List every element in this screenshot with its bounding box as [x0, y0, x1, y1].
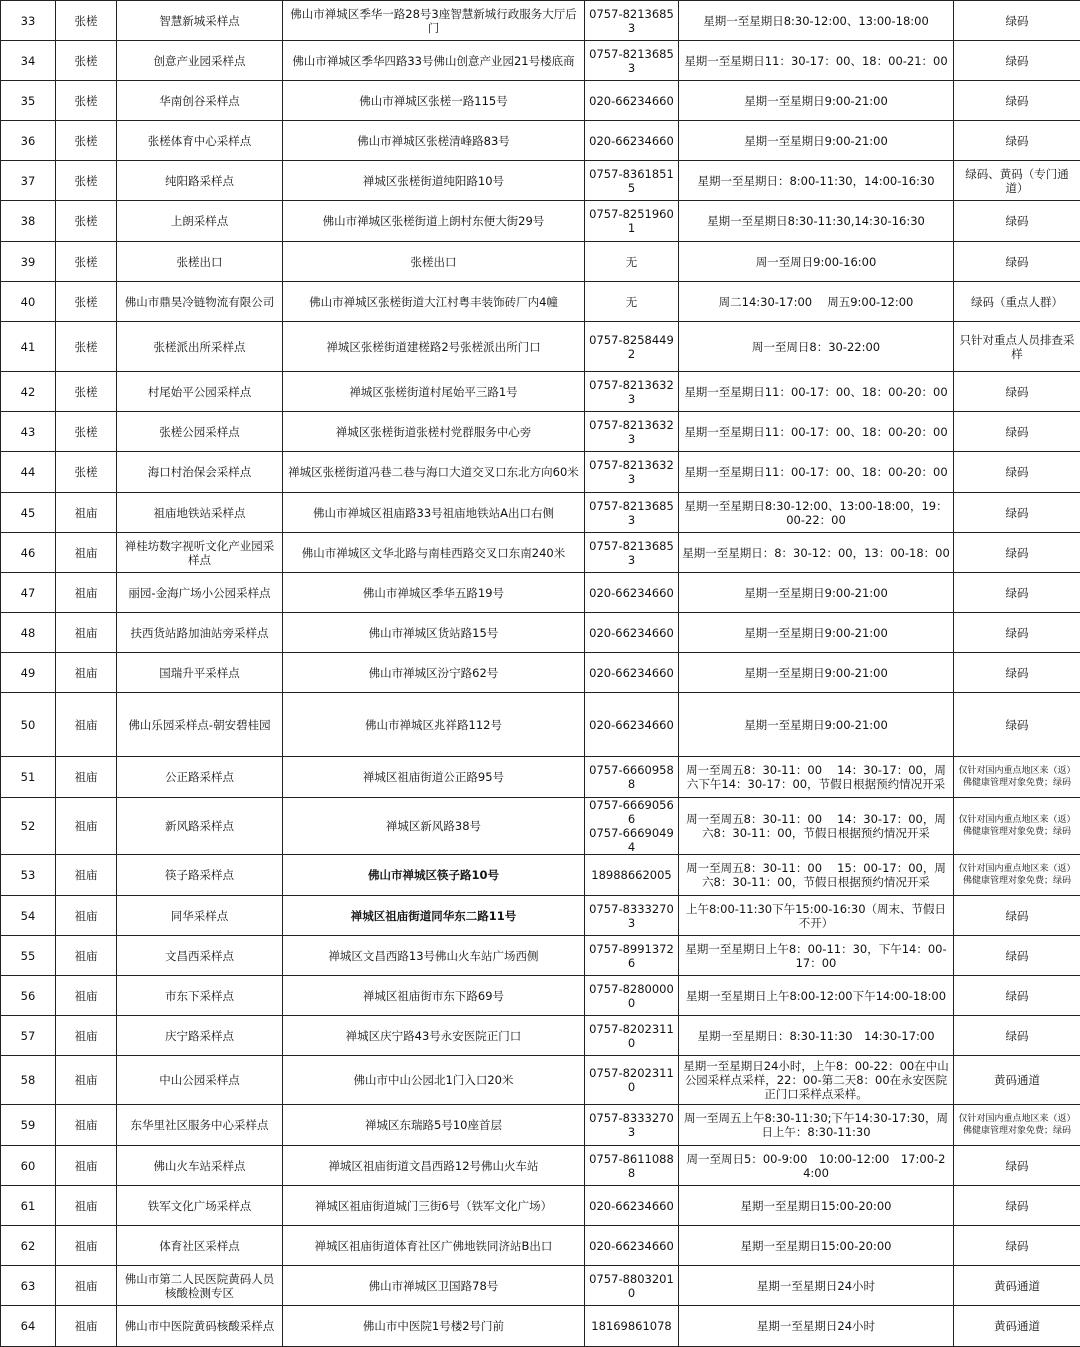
cell-address: 禅城区张槎街道纯阳路10号 [283, 161, 585, 201]
cell-town: 祖庙 [56, 1266, 117, 1306]
cell-hours: 周二14:30-17:00 周五9:00-12:00 [679, 282, 954, 322]
cell-no: 44 [1, 452, 56, 493]
cell-name: 国瑞升平采样点 [117, 653, 283, 693]
cell-address: 禅城区新风路38号 [283, 798, 585, 855]
cell-address: 禅城区张槎街道建槎路2号张槎派出所门口 [283, 322, 585, 372]
cell-town: 祖庙 [56, 1056, 117, 1105]
cell-address: 佛山市中山公园北1门入口20米 [283, 1056, 585, 1105]
cell-note: 绿码 [954, 493, 1080, 533]
cell-note: 绿码 [954, 452, 1080, 493]
cell-address: 禅城区张槎街道村尾始平三路1号 [283, 372, 585, 412]
cell-no: 60 [1, 1146, 56, 1186]
cell-phone: 0757-82584492 [585, 322, 679, 372]
cell-name: 纯阳路采样点 [117, 161, 283, 201]
cell-hours: 星期一至星期日8:30-12:00、13:00-18:00 [679, 1, 954, 41]
cell-no: 33 [1, 1, 56, 41]
cell-address: 佛山市禅城区季华一路28号3座智慧新城行政服务大厅后门 [283, 1, 585, 41]
cell-no: 41 [1, 322, 56, 372]
cell-hours: 星期一至星期日11：00-17：00、18：00-20：00 [679, 372, 954, 412]
cell-no: 61 [1, 1186, 56, 1226]
cell-note: 绿码 [954, 613, 1080, 653]
cell-hours: 星期一至星期日9:00-21:00 [679, 693, 954, 757]
cell-hours: 星期一至星期日：8:30-11:30 14:30-17:00 [679, 1016, 954, 1056]
table-body [1, 1, 1080, 1347]
cell-hours: 星期一至星期日9:00-21:00 [679, 653, 954, 693]
cell-hours: 周一至周五8：30-11：00 14：30-17：00，周六8：30-11：00，节假日根据预约情况开采 [679, 798, 954, 855]
table-row [1, 653, 1080, 693]
cell-phone: 0757-66609588 [585, 757, 679, 798]
cell-note: 仅针对国内重点地区来（返）佛健康管理对象免费；绿码 [954, 798, 1080, 855]
cell-hours: 星期一至星期日9:00-21:00 [679, 81, 954, 121]
cell-name: 新风路采样点 [117, 798, 283, 855]
cell-name: 市东下采样点 [117, 976, 283, 1016]
cell-phone: 0757-82136853 [585, 41, 679, 81]
cell-address: 佛山市禅城区卫国路78号 [283, 1266, 585, 1306]
cell-name: 体育社区采样点 [117, 1226, 283, 1266]
cell-no: 36 [1, 121, 56, 161]
cell-phone: 0757-82136853 [585, 493, 679, 533]
cell-address: 佛山市禅城区张槎街道上朗村东便大街29号 [283, 201, 585, 242]
cell-address: 禅城区祖庙街道同华东二路11号 [283, 896, 585, 936]
cell-note: 绿码 [954, 1226, 1080, 1266]
cell-hours: 星期一至星期日24小时 [679, 1306, 954, 1347]
cell-phone: 0757-82136853 [585, 1, 679, 41]
cell-phone: 020-66234660 [585, 613, 679, 653]
cell-town: 祖庙 [56, 936, 117, 976]
cell-hours: 星期一至星期日：8:00-11:30，14:00-16:30 [679, 161, 954, 201]
cell-hours: 上午8:00-11:30下午15:00-16:30（周末、节假日不开） [679, 896, 954, 936]
cell-address: 禅城区祖庙街市东下路69号 [283, 976, 585, 1016]
cell-hours: 星期一至星期日24小时，上午8：00-22：00在中山公园采样点采样，22：00-第二天8：00在永安医院正门口采样点采样。 [679, 1056, 954, 1105]
table-row [1, 693, 1080, 757]
cell-name: 同华采样点 [117, 896, 283, 936]
cell-phone: 0757-66690566 0757-66690494 [585, 798, 679, 855]
table-row [1, 282, 1080, 322]
cell-address: 禅城区祖庙街道公正路95号 [283, 757, 585, 798]
table-row [1, 161, 1080, 201]
cell-note: 绿码 [954, 693, 1080, 757]
cell-no: 64 [1, 1306, 56, 1347]
table-row [1, 1105, 1080, 1146]
cell-name: 佛山火车站采样点 [117, 1146, 283, 1186]
cell-hours: 星期一至星期日上午8：00-11：30，下午14：00-17：00 [679, 936, 954, 976]
cell-note: 绿码、黄码（专门通道） [954, 161, 1080, 201]
cell-note: 绿码 [954, 41, 1080, 81]
cell-note: 仅针对国内重点地区来（返）佛健康管理对象免费；绿码 [954, 757, 1080, 798]
cell-name: 丽园-金海广场小公园采样点 [117, 573, 283, 613]
cell-town: 祖庙 [56, 896, 117, 936]
cell-address: 佛山市禅城区兆祥路112号 [283, 693, 585, 757]
cell-note: 仅针对国内重点地区来（返）佛健康管理对象免费；绿码 [954, 1105, 1080, 1146]
cell-address: 禅城区东瑞路5号10座首层 [283, 1105, 585, 1146]
cell-note: 绿码 [954, 242, 1080, 282]
cell-town: 张槎 [56, 322, 117, 372]
cell-name: 中山公园采样点 [117, 1056, 283, 1105]
cell-name: 佛山乐园采样点-朝安碧桂园 [117, 693, 283, 757]
cell-hours: 周一至周五8：30-11：00 15：00-17：00，周六8：30-11：00，节假日根据预约情况开采 [679, 855, 954, 896]
cell-no: 45 [1, 493, 56, 533]
cell-name: 佛山市第二人民医院黄码人员核酸检测专区 [117, 1266, 283, 1306]
table-row [1, 976, 1080, 1016]
cell-name: 海口村治保会采样点 [117, 452, 283, 493]
cell-phone: 0757-86110888 [585, 1146, 679, 1186]
cell-phone: 0757-82519601 [585, 201, 679, 242]
cell-note: 绿码 [954, 1016, 1080, 1056]
cell-no: 49 [1, 653, 56, 693]
cell-town: 张槎 [56, 121, 117, 161]
cell-town: 祖庙 [56, 757, 117, 798]
cell-hours: 星期一至星期日9:00-21:00 [679, 613, 954, 653]
cell-name: 创意产业园采样点 [117, 41, 283, 81]
cell-no: 63 [1, 1266, 56, 1306]
table-row [1, 613, 1080, 653]
cell-name: 东华里社区服务中心采样点 [117, 1105, 283, 1146]
cell-no: 43 [1, 412, 56, 452]
cell-note: 绿码 [954, 976, 1080, 1016]
cell-phone: 无 [585, 242, 679, 282]
cell-no: 57 [1, 1016, 56, 1056]
cell-note: 绿码 [954, 936, 1080, 976]
cell-name: 村尾始平公园采样点 [117, 372, 283, 412]
cell-address: 佛山市中医院1号楼2号门前 [283, 1306, 585, 1347]
cell-note: 黄码通道 [954, 1306, 1080, 1347]
cell-name: 筷子路采样点 [117, 855, 283, 896]
cell-address: 禅城区张槎街道张槎村党群服务中心旁 [283, 412, 585, 452]
cell-hours: 星期一至星期日11：00-17：00、18：00-20：00 [679, 452, 954, 493]
table-row [1, 757, 1080, 798]
table-row [1, 322, 1080, 372]
cell-address: 佛山市禅城区季华四路33号佛山创意产业园21号楼底商 [283, 41, 585, 81]
cell-name: 张槎体育中心采样点 [117, 121, 283, 161]
cell-no: 62 [1, 1226, 56, 1266]
cell-town: 祖庙 [56, 653, 117, 693]
cell-note: 黄码通道 [954, 1056, 1080, 1105]
table-row [1, 452, 1080, 493]
cell-name: 扶西货站路加油站旁采样点 [117, 613, 283, 653]
cell-name: 上朗采样点 [117, 201, 283, 242]
table-row [1, 936, 1080, 976]
cell-note: 绿码 [954, 81, 1080, 121]
cell-note: 绿码（重点人群） [954, 282, 1080, 322]
cell-no: 56 [1, 976, 56, 1016]
table-row [1, 1056, 1080, 1105]
cell-no: 55 [1, 936, 56, 976]
cell-no: 54 [1, 896, 56, 936]
table-row [1, 573, 1080, 613]
cell-town: 张槎 [56, 372, 117, 412]
table-row [1, 372, 1080, 412]
cell-phone: 18988662005 [585, 855, 679, 896]
cell-town: 张槎 [56, 242, 117, 282]
cell-town: 祖庙 [56, 1016, 117, 1056]
cell-hours: 周一至周日8：30-22:00 [679, 322, 954, 372]
cell-town: 张槎 [56, 452, 117, 493]
cell-address: 佛山市禅城区张槎一路115号 [283, 81, 585, 121]
cell-note: 绿码 [954, 896, 1080, 936]
cell-hours: 星期一至星期日15:00-20:00 [679, 1186, 954, 1226]
cell-note: 绿码 [954, 653, 1080, 693]
cell-phone: 0757-83332703 [585, 1105, 679, 1146]
cell-address: 佛山市禅城区张槎街道大江村粤丰装饰砖厂内4幢 [283, 282, 585, 322]
cell-address: 禅城区张槎街道冯巷二巷与海口大道交叉口东北方向60米 [283, 452, 585, 493]
cell-phone: 0757-88032010 [585, 1266, 679, 1306]
cell-hours: 星期一至星期日9:00-21:00 [679, 121, 954, 161]
cell-address: 禅城区祖庙街道城门三街6号（铁军文化广场） [283, 1186, 585, 1226]
cell-phone: 无 [585, 282, 679, 322]
cell-no: 50 [1, 693, 56, 757]
table-row [1, 855, 1080, 896]
cell-phone: 0757-83332703 [585, 896, 679, 936]
cell-address: 禅城区文昌西路13号佛山火车站广场西侧 [283, 936, 585, 976]
cell-name: 佛山市中医院黄码核酸采样点 [117, 1306, 283, 1347]
cell-town: 张槎 [56, 412, 117, 452]
cell-hours: 星期一至星期日上午8:00-12:00下午14:00-18:00 [679, 976, 954, 1016]
table-row [1, 798, 1080, 855]
cell-hours: 周一至周日5：00-9:00 10:00-12:00 17:00-24:00 [679, 1146, 954, 1186]
cell-name: 张槎出口 [117, 242, 283, 282]
cell-no: 35 [1, 81, 56, 121]
table-row [1, 896, 1080, 936]
cell-town: 张槎 [56, 81, 117, 121]
cell-address: 佛山市禅城区筷子路10号 [283, 855, 585, 896]
cell-phone: 020-66234660 [585, 81, 679, 121]
cell-town: 祖庙 [56, 493, 117, 533]
table-row [1, 1226, 1080, 1266]
cell-town: 张槎 [56, 1, 117, 41]
cell-note: 绿码 [954, 1146, 1080, 1186]
cell-phone: 020-66234660 [585, 693, 679, 757]
cell-no: 58 [1, 1056, 56, 1105]
cell-phone: 020-66234660 [585, 1186, 679, 1226]
cell-note: 绿码 [954, 1186, 1080, 1226]
cell-town: 祖庙 [56, 693, 117, 757]
cell-town: 祖庙 [56, 1146, 117, 1186]
cell-hours: 星期一至星期日11：30-17：00、18：00-21：00 [679, 41, 954, 81]
cell-phone: 020-66234660 [585, 1226, 679, 1266]
cell-address: 佛山市禅城区祖庙路33号祖庙地铁站A出口右侧 [283, 493, 585, 533]
table-row [1, 41, 1080, 81]
cell-name: 禅桂坊数字视听文化产业园采样点 [117, 533, 283, 573]
cell-name: 华南创谷采样点 [117, 81, 283, 121]
cell-hours: 周一至周日9:00-16:00 [679, 242, 954, 282]
cell-town: 祖庙 [56, 1105, 117, 1146]
cell-town: 张槎 [56, 282, 117, 322]
cell-phone: 0757-82023110 [585, 1056, 679, 1105]
cell-no: 42 [1, 372, 56, 412]
table-row [1, 1306, 1080, 1347]
cell-note: 只针对重点人员排查采样 [954, 322, 1080, 372]
cell-town: 祖庙 [56, 1226, 117, 1266]
table-row [1, 1, 1080, 41]
cell-phone: 0757-89913726 [585, 936, 679, 976]
cell-no: 47 [1, 573, 56, 613]
cell-town: 祖庙 [56, 855, 117, 896]
cell-note: 黄码通道 [954, 1266, 1080, 1306]
cell-note: 绿码 [954, 533, 1080, 573]
table-row [1, 412, 1080, 452]
cell-name: 庆宁路采样点 [117, 1016, 283, 1056]
cell-no: 38 [1, 201, 56, 242]
table-row [1, 533, 1080, 573]
cell-address: 禅城区祖庙街道体育社区广佛地铁同济站B出口 [283, 1226, 585, 1266]
cell-name: 智慧新城采样点 [117, 1, 283, 41]
cell-phone: 0757-82136853 [585, 533, 679, 573]
cell-phone: 0757-82023110 [585, 1016, 679, 1056]
cell-phone: 18169861078 [585, 1306, 679, 1347]
cell-no: 46 [1, 533, 56, 573]
cell-hours: 星期一至星期日15:00-20:00 [679, 1226, 954, 1266]
cell-no: 51 [1, 757, 56, 798]
cell-hours: 周一至周五上午8:30-11:30;下午14:30-17:30，周日上午：8:30-11:30 [679, 1105, 954, 1146]
cell-no: 34 [1, 41, 56, 81]
table-row [1, 1186, 1080, 1226]
cell-town: 祖庙 [56, 533, 117, 573]
table-row [1, 242, 1080, 282]
cell-hours: 星期一至星期日24小时 [679, 1266, 954, 1306]
cell-phone: 0757-82800000 [585, 976, 679, 1016]
cell-name: 张槎公园采样点 [117, 412, 283, 452]
cell-phone: 020-66234660 [585, 573, 679, 613]
cell-phone: 020-66234660 [585, 121, 679, 161]
cell-hours: 星期一至星期日9:00-21:00 [679, 573, 954, 613]
cell-note: 仅针对国内重点地区来（返）佛健康管理对象免费；绿码 [954, 855, 1080, 896]
cell-no: 52 [1, 798, 56, 855]
cell-town: 祖庙 [56, 1186, 117, 1226]
cell-town: 祖庙 [56, 976, 117, 1016]
cell-town: 张槎 [56, 161, 117, 201]
cell-name: 铁军文化广场采样点 [117, 1186, 283, 1226]
table-row [1, 1146, 1080, 1186]
cell-town: 祖庙 [56, 1306, 117, 1347]
cell-hours: 周一至周五8：30-11：00 14：30-17：00，周六下午14：30-17：00，节假日根据预约情况开采 [679, 757, 954, 798]
cell-hours: 星期一至星期日8:30-11:30,14:30-16:30 [679, 201, 954, 242]
table-row [1, 81, 1080, 121]
table-row [1, 1016, 1080, 1056]
cell-phone: 020-66234660 [585, 653, 679, 693]
cell-phone: 0757-82136323 [585, 372, 679, 412]
cell-address: 禅城区祖庙街道文昌西路12号佛山火车站 [283, 1146, 585, 1186]
cell-hours: 星期一至星期日11：00-17：00、18：00-20：00 [679, 412, 954, 452]
cell-phone: 0757-82136323 [585, 412, 679, 452]
cell-address: 佛山市禅城区季华五路19号 [283, 573, 585, 613]
cell-address: 禅城区庆宁路43号永安医院正门口 [283, 1016, 585, 1056]
cell-note: 绿码 [954, 1, 1080, 41]
cell-name: 公正路采样点 [117, 757, 283, 798]
cell-no: 37 [1, 161, 56, 201]
cell-note: 绿码 [954, 412, 1080, 452]
cell-town: 祖庙 [56, 573, 117, 613]
cell-note: 绿码 [954, 573, 1080, 613]
table-row [1, 121, 1080, 161]
cell-note: 绿码 [954, 201, 1080, 242]
table-row [1, 493, 1080, 533]
cell-note: 绿码 [954, 121, 1080, 161]
cell-address: 佛山市禅城区货站路15号 [283, 613, 585, 653]
cell-name: 文昌西采样点 [117, 936, 283, 976]
cell-address: 张槎出口 [283, 242, 585, 282]
cell-no: 48 [1, 613, 56, 653]
cell-town: 祖庙 [56, 613, 117, 653]
cell-name: 佛山市鼎昊冷链物流有限公司 [117, 282, 283, 322]
table-row [1, 1266, 1080, 1306]
cell-address: 佛山市禅城区张槎清峰路83号 [283, 121, 585, 161]
cell-hours: 星期一至星期日：8：30-12：00，13：00-18：00 [679, 533, 954, 573]
cell-no: 40 [1, 282, 56, 322]
cell-note: 绿码 [954, 372, 1080, 412]
cell-phone: 0757-82136323 [585, 452, 679, 493]
cell-address: 佛山市禅城区文华北路与南桂西路交叉口东南240米 [283, 533, 585, 573]
cell-town: 张槎 [56, 41, 117, 81]
cell-name: 张槎派出所采样点 [117, 322, 283, 372]
cell-town: 张槎 [56, 201, 117, 242]
cell-hours: 星期一至星期日8:30-12:00、13:00-18:00，19：00-22：00 [679, 493, 954, 533]
cell-name: 祖庙地铁站采样点 [117, 493, 283, 533]
cell-no: 39 [1, 242, 56, 282]
cell-no: 59 [1, 1105, 56, 1146]
cell-address: 佛山市禅城区汾宁路62号 [283, 653, 585, 693]
table-row [1, 201, 1080, 242]
cell-no: 53 [1, 855, 56, 896]
cell-phone: 0757-83618515 [585, 161, 679, 201]
cell-town: 祖庙 [56, 798, 117, 855]
